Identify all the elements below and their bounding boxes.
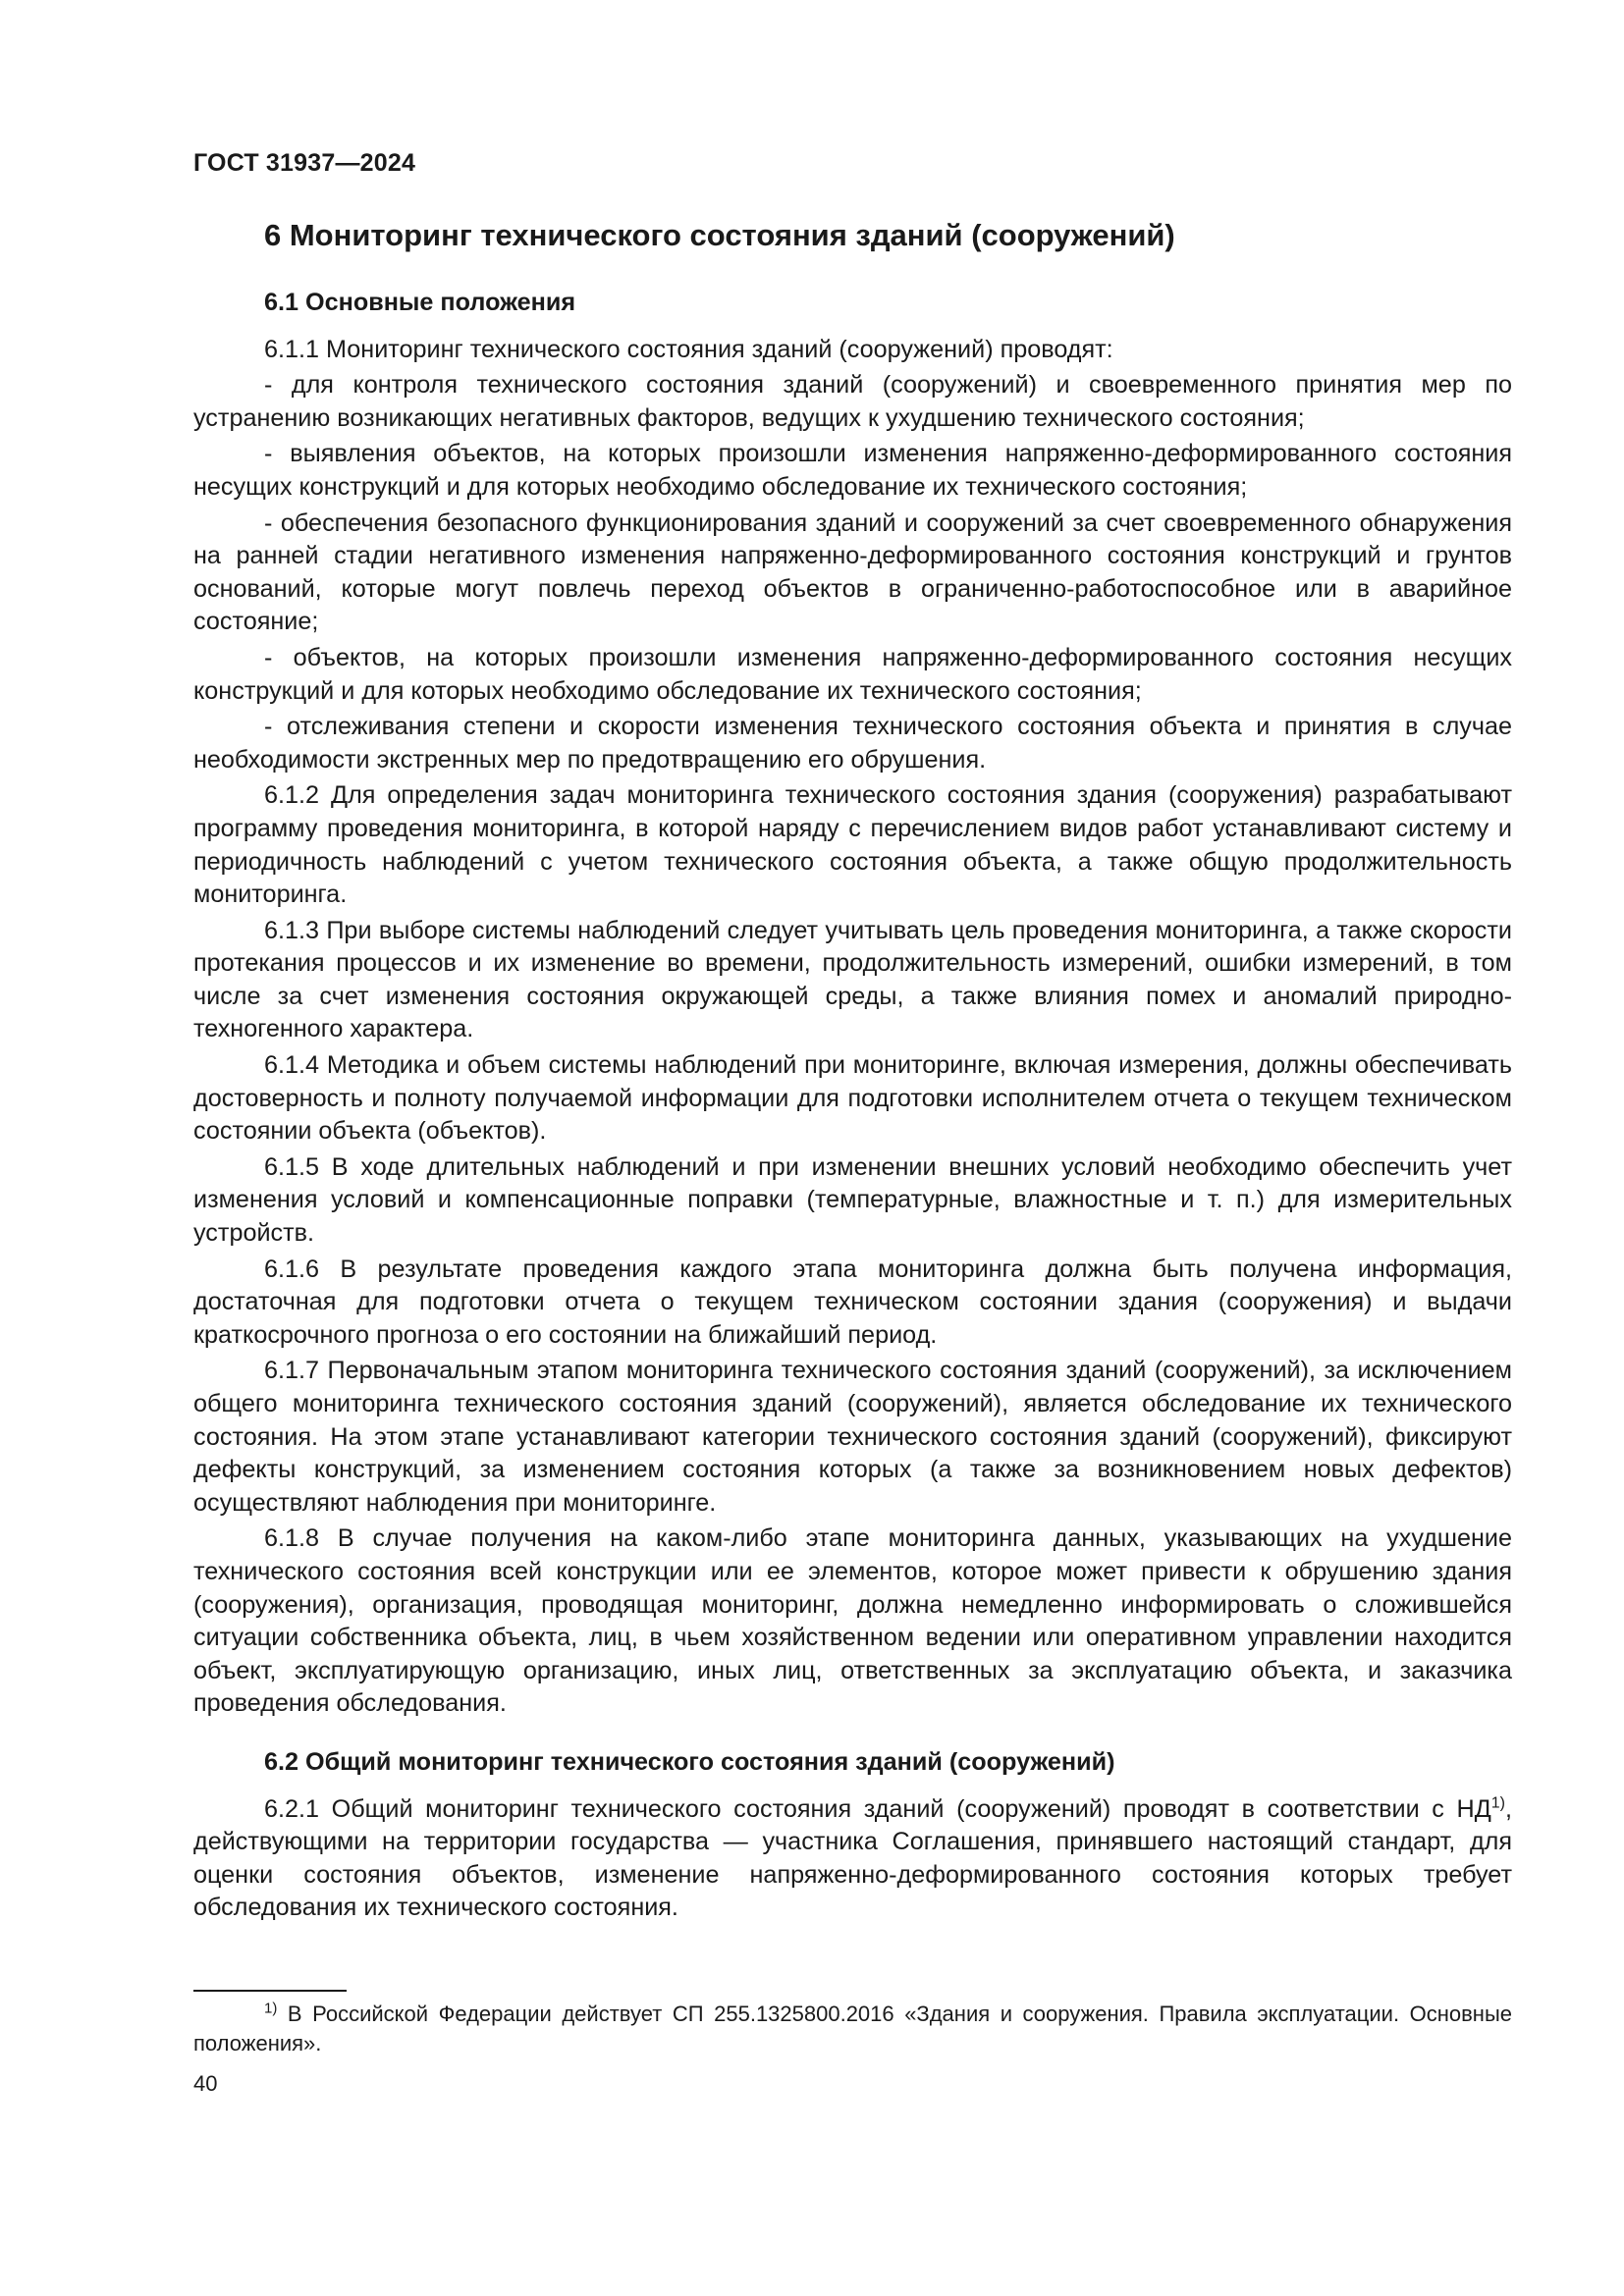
list-item: - выявления объектов, на которых произошли изменения напряженно-деформированного состояния несущих конструкций и для которых необходимо обследование их технического состояния; <box>193 440 1512 501</box>
main-content <box>193 216 1512 1928</box>
list-item: - отслеживания степени и скорости изменения технического состояния объекта и принятия в случае необходимости экстренных мер по предотвращению его обрушения. <box>193 713 1512 774</box>
paragraph-6-1-4: 6.1.4 Методика и объем системы наблюдений при мониторинге, включая измерения, должны обеспечивать достоверность и полноту получаемой информации для подготовки исполнителем отчета о текущем техническом состоянии объекта (объектов). <box>193 1051 1512 1146</box>
list-item: - обеспечения безопасного функционирования зданий и сооружений за счет своевременного обнаружения на ранней стадии негативного изменения напряженно-деформированного состояния конструкций и грунтов оснований, которые могут повлечь переход объектов в ограниченно-работоспособное или в аварийное состояние; <box>193 508 1512 636</box>
footnote <box>193 2000 1512 2058</box>
document-header: ГОСТ 31937—2024 <box>193 149 416 177</box>
paragraph-text: 6.2.1 Общий мониторинг технического состояния зданий (сооружений) проводят в соответствии с НД <box>264 1794 1491 1823</box>
paragraph-6-1-7: 6.1.7 Первоначальным этапом мониторинга технического состояния зданий (сооружений), за исключением общего мониторинга технического состояния зданий (сооружений), является обследование их технического состояния. На этом этапе устанавливают категории технического состояния зданий (сооружений), фиксируют дефекты конструкций, за изменением состояния которых (а также за возникновением новых дефектов) осуществляют наблюдения при мониторинге. <box>193 1357 1512 1517</box>
paragraph-6-1-5: 6.1.5 В ходе длительных наблюдений и при изменении внешних условий необходимо обеспечить учет изменения условий и компенсационные поправки (температурные, влажностные и т. п.) для измерительных устройств. <box>193 1152 1512 1248</box>
paragraph-6-1-2: 6.1.2 Для определения задач мониторинга технического состояния здания (сооружения) разрабатывают программу проведения мониторинга, в которой наряду с перечислением видов работ устанавливают систему и периодичность наблюдений с учетом технического состояния объекта, а также общую продолжительность мониторинга. <box>193 781 1512 909</box>
section-title: 6 Мониторинг технического состояния зданий (сооружений) <box>264 218 1175 252</box>
paragraph-6-1-6: 6.1.6 В результате проведения каждого этапа мониторинга должна быть получена информация, достаточная для подготовки отчета о текущем техническом состоянии здания (сооружения) и выдачи краткосрочного прогноза о его состоянии на ближайший период. <box>193 1255 1512 1349</box>
subsection-title-6-1: 6.1 Основные положения <box>264 289 576 316</box>
paragraph-text: , действующими на территории государства — участника Соглашения, принявшего настоящий стандарт, для оценки состояния объектов, изменение напряженно-деформированного состояния которых требует обследования их технического состояния. <box>193 1794 1512 1922</box>
page-number: 40 <box>193 2071 218 2096</box>
paragraph-6-1-8: 6.1.8 В случае получения на каком-либо этапе мониторинга данных, указывающих на ухудшение технического состояния всей конструкции или ее элементов, которое может привести к обрушению здания (сооружения), организация, проводящая мониторинг, должна немедленно информировать о сложившейся ситуации собственника объекта, лиц, в чьем хозяйственном ведении или оперативном управлении находится объект, эксплуатирующую организацию, иных лиц, ответственных за эксплуатацию объекта, и заказчика проведения обследования. <box>193 1524 1512 1718</box>
footnote-divider <box>193 1990 347 1992</box>
paragraph-6-1-1: 6.1.1 Мониторинг технического состояния зданий (сооружений) проводят: <box>264 335 1113 363</box>
subsection-title-6-2: 6.2 Общий мониторинг технического состояния зданий (сооружений) <box>264 1747 1115 1776</box>
list-item: - объектов, на которых произошли изменения напряженно-деформированного состояния несущих конструкций и для которых необходимо обследование их технического состояния; <box>193 643 1512 705</box>
footnote-text: В Российской Федерации действует СП 255.1325800.2016 «Здания и сооружения. Правила эксплуатации. Основные положения». <box>193 2002 1512 2056</box>
footnote-reference[interactable]: 1) <box>1490 1794 1505 1812</box>
list-item: - для контроля технического состояния зданий (сооружений) и своевременного принятия мер по устранению возникающих негативных факторов, ведущих к ухудшению технического состояния; <box>193 371 1512 432</box>
paragraph-6-2-1 <box>193 1793 1512 1925</box>
paragraph-6-1-3: 6.1.3 При выборе системы наблюдений следует учитывать цель проведения мониторинга, а также скорости протекания процессов и их изменение во времени, продолжительность измерений, ошибки измерений, в том числе за счет изменения состояния окружающей среды, а также влияния помех и аномалий природно-техногенного характера. <box>193 916 1512 1043</box>
footnote-marker: 1) <box>264 2000 278 2017</box>
